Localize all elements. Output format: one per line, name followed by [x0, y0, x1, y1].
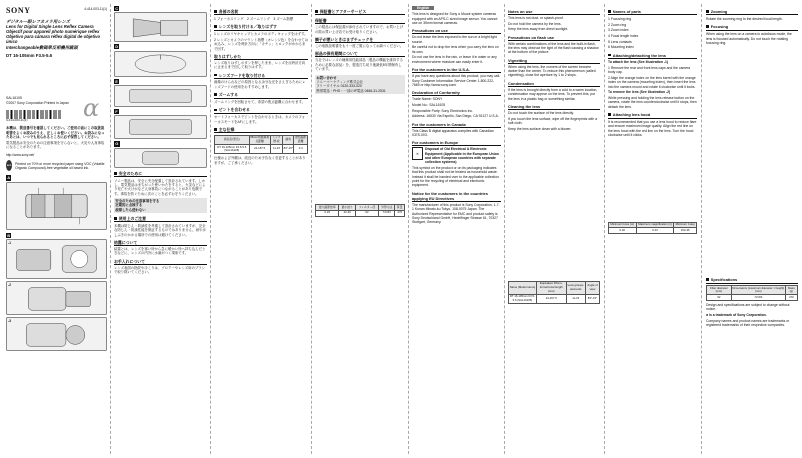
jp-warn: 電気製品は安全のための注意事項を守らないと、火災や人身事故になることがあります。 [6, 140, 105, 150]
en-decl-heading: Declaration of Conformity [412, 90, 501, 96]
alpha-logo: α [83, 94, 100, 122]
table-row: DT 16-105mm F3.5-5.6 (SAL16105) 24-157.5 11-15 83°-15° 0.4 [215, 145, 308, 154]
en-spec-table-part1 [508, 281, 600, 304]
figure-b1-attach [6, 239, 107, 279]
jp-condensation-heading: 結露について [114, 240, 207, 246]
jp-spec-note: 仕様および外観は、改良のため予告なく変更することがありますが、ご了承ください。 [214, 156, 306, 165]
series-number: SAL16105 [6, 96, 22, 101]
en-us-heading: For the customers in the U.S.A. [412, 67, 501, 73]
attach-lens-drawing [7, 240, 106, 278]
jp-care-heading: お手入れについて [114, 259, 207, 265]
title-ja: デジタル一眼レフカメラ用レンズ [6, 19, 70, 25]
figures-column [111, 0, 210, 458]
step-b1: -1 [8, 241, 12, 246]
en-europe-heading: For customers in Europe [412, 140, 501, 146]
release-button-drawing [7, 318, 106, 350]
trademark-text: Company names and product names are trademarks or registered trademarks of their respective companies. [706, 318, 790, 327]
list-item: Address: 16530 Via Esprillo, San Diego, CA 92127 U.S.A. [412, 114, 499, 119]
en-canada-text: This Class B digital apparatus complies with Canadian ICES-003. [412, 128, 494, 137]
en-vignetting-text: When using the lens, the corners of the screen become darker than the center. To reduce this phenomenon (called vignetting), close the aperture by 1 to 2 stops. [508, 64, 596, 78]
figure-b2-remove [6, 281, 107, 315]
en-spec-note: Design and specifications are subject to change without notice. [706, 302, 790, 312]
jp-care-text: レンズ表面の指紋やほこりは、ブロアーやレンズ用のブラシで取り除いてください。 [114, 265, 206, 275]
copyright: ©2007 Sony Corporation Printed in Japan [6, 100, 69, 105]
list-item: 4 Focal length index [608, 33, 639, 38]
zoom-drawing [115, 86, 206, 106]
figure-b3-remove [6, 317, 107, 351]
en-spec-table-part3 [706, 285, 798, 301]
hood-align-drawing [115, 52, 206, 76]
en-canada-heading: For the customers in Canada [412, 122, 501, 128]
title-es: Objetivo para cámara réflex digital de objetivo único [6, 34, 101, 45]
lens-parts-drawing [7, 183, 106, 229]
en-spec-table-part2 [608, 222, 697, 234]
hood-drawing [115, 13, 206, 41]
table-header-row: Minimum focus (m) Maximum magnification (x) Minimum f-stop [610, 222, 695, 227]
en-remove-intro: To remove the lens (See illustration -2) [608, 90, 671, 95]
jp-spec-heading: 主な仕様 [214, 127, 308, 133]
en-flash-heading: Precautions on flash use [508, 35, 600, 41]
cover-title [6, 19, 107, 49]
list-item: Trade Name: SONY [412, 97, 443, 102]
figure-a-lens-illustration [6, 182, 107, 230]
en-focusing-heading: Focusing [706, 24, 798, 30]
list-item: Do not hold the camera by the lens. [508, 21, 562, 26]
en-us-text: If you have any questions about this product, you may call: Sony Customer Information Service Center 1-800-222-7669 or http://www.sony.com/ [412, 74, 501, 87]
eco-icon: eco [6, 160, 12, 171]
document-code: 4-414-003-11(1) [84, 7, 107, 11]
en-attach-intro: To attach the lens (See illustration -1) [608, 60, 669, 65]
english-column-1 [409, 0, 504, 458]
figure-c-hood [114, 12, 207, 42]
english-column-4 [702, 0, 802, 458]
en-zooming-text: Rotate the zooming ring to the desired focal length. [706, 16, 783, 21]
jp-spec-table-continued [315, 204, 405, 216]
jp-zoom-text: ズームリングを回転させて、希望の焦点距離に合わせます。 [214, 100, 305, 105]
en-europe-title: Disposal of Old Electrical & Electronic Equipment (Applicable in the European Union and other European countries with separate collection systems) [425, 147, 499, 165]
square-bullet-icon [114, 172, 117, 175]
jp-repair-heading: 調子が悪いときはまずチェックを [315, 37, 405, 43]
jp-spec-table [214, 135, 308, 154]
list-item: 1 Focusing ring [608, 16, 632, 21]
figure-g-label: G [115, 141, 119, 147]
eco-block [6, 160, 107, 171]
website-url: http://www.sony.net/ [6, 153, 35, 158]
language-tab-english: English [412, 6, 434, 10]
table-row: 0.23 22-36 62 72×83 470 [316, 210, 405, 216]
remove-lens-drawing [7, 282, 106, 314]
jp-condensation-text: 結露とは、レンズを寒い所から急に暖かい所へ持ち込んだときなどに、レンズの内外に水滴がつく現象です。 [114, 247, 206, 256]
jp-warranty-heading: 保証書とアフターサービス [315, 9, 405, 15]
jp-warranty-text: この製品には保証書が添付されていますので、お買い上げの際お買い上げ店でお受け取りください。 [315, 25, 404, 34]
en-names-heading: Names of parts [608, 9, 697, 15]
step-b3: -3 [8, 319, 12, 324]
figure-d-label: D [115, 44, 119, 50]
jp-zoom-heading: ズームする [214, 92, 308, 98]
en-hood-text: It is recommended that you use a lens hood to reduce flare and ensure maximum image quality. Align the red line on the lens hood with the red line on the lens. Turn the hood clockwise until it clicks. [608, 120, 697, 138]
en-cleaning-heading: Cleaning the lens [508, 104, 600, 110]
en-notes-heading: Notes on use [508, 9, 600, 15]
jp-warning-box: 安全のための注意事項を守る 定期的に点検する 故障したら使わない [114, 198, 207, 213]
jp-notice: 本機は、製造番号を確認してください。ご使用の前にこの取扱説明書をよくお読みのうえ、正しくお使いください。お読みになったあとは、いつでも見られるところに必ず保管してください。 [6, 126, 105, 139]
jp-remove-text: レンズ取りはずしボタンを押したまま、レンズを反時計方向に止まるまで回して取りはずす。 [214, 60, 306, 70]
jp-parts-text: 当社ではレンズの補修用性能部品（製品の機能を維持するために必要な部品）を、製造打ち切り後最低8年間保有しています。 [315, 58, 403, 72]
title-zh: Interchangeable數碼單反相機用鏡頭 [6, 44, 78, 50]
jp-hood-heading: レンズフードを取り付ける [214, 73, 308, 79]
list-item: Do not use the lens in the rain, or leave it in water or any environment where moisture can easily enter it. [412, 55, 497, 64]
jp-attach-step2: 2 レンズとカメラのマウント指標（オレンジ色）を合わせてはめ込み、レンズを時計方向に「カチッ」とロックがかかるまで回す。 [214, 37, 309, 51]
figure-a-label: A [7, 175, 11, 181]
barcode-number: 4-414-003-11(1) [6, 118, 28, 123]
english-column-3 [605, 0, 700, 458]
en-hood-heading: Attaching lens hood [608, 112, 697, 118]
jp-use-text: 本機は防じん・防滴性を考慮して設計されていますが、完全な防じん・防滴性能を保証するものではありません。雨や水しぶきのかかる場所での使用は避けてください。 [114, 223, 206, 237]
list-item: 1 Remove the rear and front lens caps and the camera body cap. [608, 66, 691, 75]
list-item: Keep the lens surface clean with a blower. [508, 126, 572, 131]
en-remove-text: While pressing and holding the lens release button on the camera, rotate the lens counterclockwise until it stops, then detach the lens. [608, 96, 697, 109]
en-condensation-text: If the lens is brought directly from a cold to a warm location, condensation may appear on the lens. To prevent this, put the lens in a plastic bag or something similar. [508, 87, 598, 101]
en-attach-heading: Attaching/detaching the lens [608, 53, 697, 59]
trademark-heading: α is a trademark of Sony Corporation. [706, 312, 767, 317]
list-item: Do not leave the lens exposed to the sun or a bright light source. [412, 35, 497, 44]
jp-instructions-column [211, 0, 311, 458]
en-zooming-heading: Zooming [706, 9, 798, 15]
en-intro: This lens is designed for Sony α Mount system cameras equipped with an APS-C sized image sensor. You cannot use on 35mm format cameras. [412, 12, 498, 26]
camera-drawing [115, 149, 206, 167]
figure-b-label: B [7, 232, 11, 238]
crossed-bin-icon: ✕ [412, 147, 423, 160]
list-item: Responsible Party: Sony Electronics Inc. [412, 108, 474, 113]
jp-safety-text: ソニー製品は、安全に充分配慮して設計されています。しかし、電気製品はまちがった使いかたをすると、火災などにより死亡や大けがなど人身事故につながることがあり危険です。事故を防ぐために次のことを必ずお守りください。 [114, 178, 206, 196]
jp-attach-step1: 1 レンズのリヤキャップとカメラのボディキャップをはずす。 [214, 32, 308, 37]
jp-warranty-column [312, 0, 408, 458]
jp-use-heading: 使用上のご注意 [114, 216, 207, 222]
figure-d-hood-align [114, 51, 207, 77]
jp-focus-heading: ピントを合わせる [214, 107, 308, 113]
en-flash-text: With certain combinations of the lens and the built-in flash, the lens may obstruct the light of the flash causing a shadow at the bottom of the picture. [508, 41, 599, 55]
jp-names-heading: 各部の名前 [214, 9, 308, 15]
en-spec-heading: Specifications [706, 277, 798, 283]
jp-repair-text: この取扱説明書をもう一度ご覧になってお調べください。 [315, 44, 404, 49]
figure-g-camera [114, 148, 207, 168]
english-column-2 [505, 0, 603, 458]
eco-text: Printed on 70% or more recycled paper using VOC (Volatile Organic Compound)-free vegetable oil based ink. [15, 161, 105, 170]
cover-column [0, 0, 110, 458]
list-item: 3 Zoom index [608, 28, 629, 33]
list-item: 6 Mounting index [608, 45, 634, 50]
jp-parts-heading: 部品の保有期間について [315, 51, 405, 57]
list-item: 2 Zoom ring [608, 22, 627, 27]
jp-contact-box: お問い合わせ ソニーマーケティング株式会社 フリーダイヤル 0120-333-020 携帯電話・PHS・一部のIP電話 0466-31-2531 [315, 75, 405, 95]
table-header-row: 商品名(型名) 35mm判換算焦点距離 レンズ群-枚 画角 最短撮影距離 [215, 135, 308, 144]
jp-attach-heading: レンズを取り付ける／取りはずす [214, 24, 308, 30]
title-fr: Objectif pour appareil photo numérique reflex [6, 29, 100, 35]
jp-hood-text: 画像のけられなどの原因となる余分な光をさえぎるためにレンズフードの使用をおすすめします。 [214, 80, 306, 89]
title-en: Lens for Digital Single Lens Reflex Camera [6, 24, 94, 30]
en-focusing-text: When using the lens on a camera in autofocus mode, the lens is focused automatically. Do not touch the rotating focusing ring. [706, 32, 792, 45]
list-item: Keep the lens away from direct sunlight. [508, 27, 569, 32]
list-item: If you touch the lens surface, wipe off the fingerprints with a soft cloth. [508, 116, 598, 125]
table-row: DT 16-105mm F3.5-5.6 (SAL16105) 24-157.5 11-15 83°-15° [509, 294, 600, 303]
jp-warranty-subheading: 保証書 [315, 18, 405, 24]
list-item: Model No.: SAL16105 [412, 102, 446, 107]
list-item: 5 Lens contacts [608, 39, 632, 44]
step-b2: -2 [8, 283, 12, 288]
en-vignetting-heading: Vignetting [508, 58, 600, 64]
figure-c-label: C [115, 6, 119, 11]
list-item: Do not touch the surface of the lens directly. [508, 110, 574, 115]
jp-focus-text: オートフォーカスでピントを合わせるときは、カメラのフォーカスモードをAFにします。 [214, 115, 306, 124]
en-europe-text: This symbol on the product or on its packaging indicates that this product shall not be treated as household waste. Instead it shall be handed over to the applicable collection point for the recycling of electrical and electronic equipment. [412, 166, 499, 188]
focus-drawing [115, 116, 206, 138]
weee-block [412, 147, 501, 188]
figure-f-label: F [115, 109, 118, 115]
table-header-row: Name (Model name) Equivalent 35mm-format focal length (mm) Lens groups-elements Angle of view [509, 281, 598, 293]
list-item: Be careful not to drop the lens when you carry the lens on its own. [412, 45, 499, 54]
figure-e-zoom [114, 85, 207, 107]
figure-f-focus [114, 115, 207, 139]
table-row: 0.40 0.23 f/22-36 [609, 228, 697, 234]
en-notice-heading: Notice for the customers in the countries applying EU Directives [412, 191, 501, 202]
en-condensation-heading: Condensation [508, 81, 600, 87]
list-item: 2 Align the orange index on the lens barrel with the orange index on the camera (mounting index), then insert the lens into the camera mount and rotate it clockwise until it locks. [608, 76, 696, 89]
jp-remove-heading: 取りはずしかた [214, 54, 308, 60]
table-row: 62 72×83 470 [707, 295, 798, 301]
en-caution-heading: Precautions on use [412, 28, 501, 34]
table-header-row: 最大撮影倍率 最小絞り フィルター径 外形寸法 質量 [316, 205, 405, 211]
brand-logo: SONY [6, 6, 31, 15]
table-header-row: Filter diameter (mm) Dimensions (maximum diameter × height) (mm) Mass (g) [707, 286, 798, 295]
model-name: DT 16-105mm F3.5-5.6 [6, 52, 53, 58]
jp-names-list: 1 フォーカスリング 2 ズームリング 3 ズーム指標 [214, 16, 293, 21]
en-notice-text: The manufacturer of this product is Sony Corporation, 1-7-1 Konan Minato-ku Tokyo, 108-0075 Japan. The Authorized Representative for EMC and product safety is Sony Deutschland GmbH, Hedelfinger Strasse 61, 70327 Stuttgart, Germany. [412, 202, 500, 225]
list-item: This lens is not dust- or splash-proof. [508, 16, 564, 20]
figure-e-label: E [115, 78, 118, 84]
jp-safety-heading: 安全のために [114, 171, 207, 177]
